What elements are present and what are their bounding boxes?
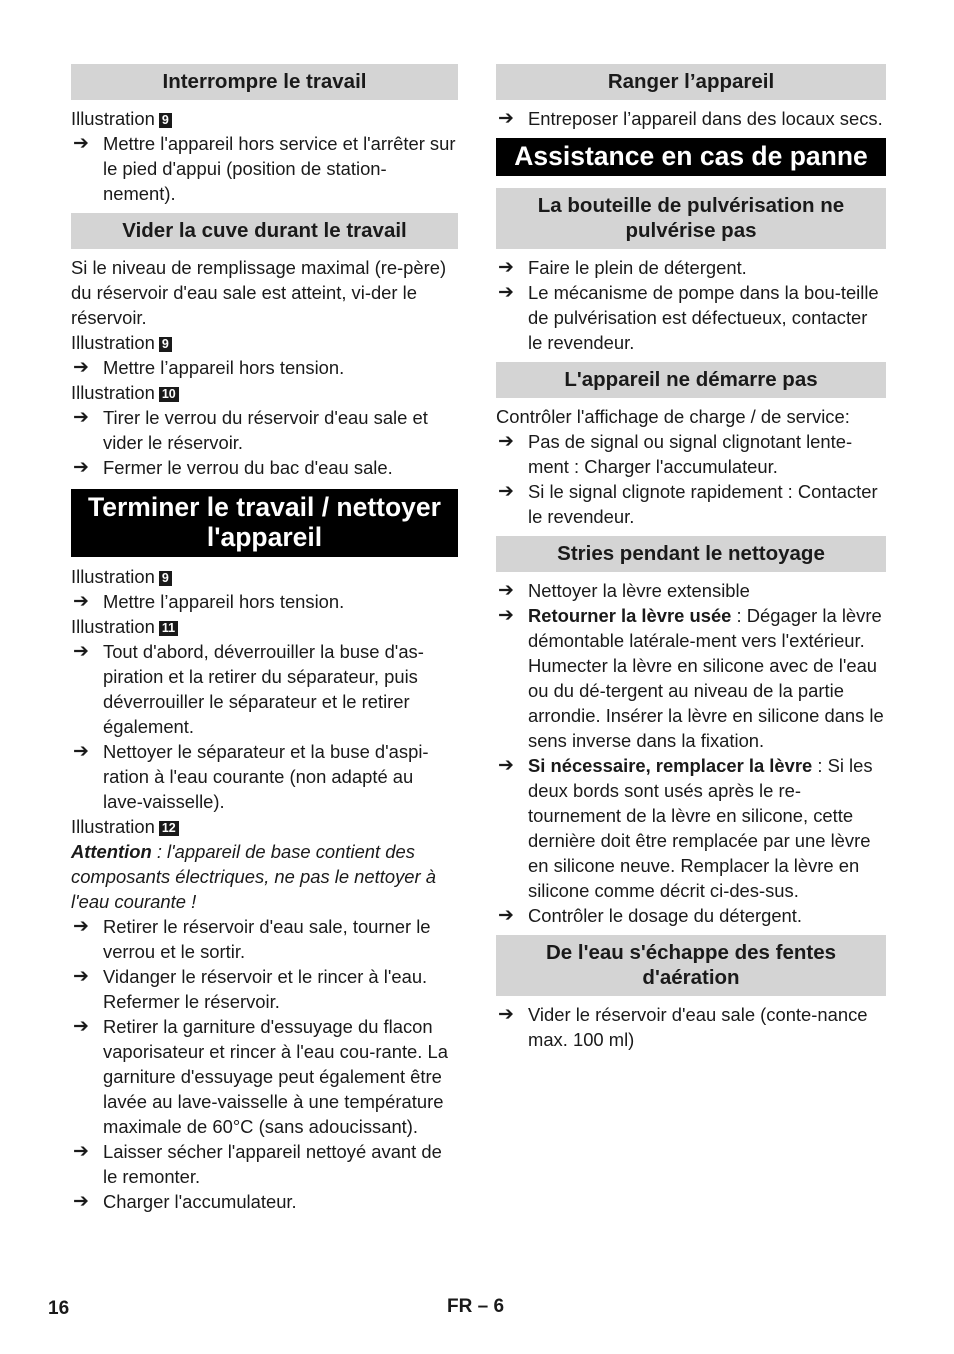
list-item: ➔ Mettre l'appareil hors service et l'arrêter sur le pied d'appui (position de station-nement). (73, 133, 456, 204)
arrow-icon: ➔ (73, 133, 89, 154)
list-item: ➔ Vidanger le réservoir et le rincer à l'eau. Refermer le réservoir. (73, 966, 428, 1012)
heading-eau: De l'eau s'échappe des fentes d'aération (496, 935, 886, 996)
figure-badge: 11 (159, 621, 178, 636)
attention-label: Attention (71, 841, 152, 862)
arrow-icon: ➔ (73, 641, 89, 662)
list-item: ➔ Nettoyer le séparateur et la buse d'aspi-ration à l'eau courante (non adapté au lave-vaisselle). (73, 741, 429, 812)
illustration-ref: Illustration 12 (71, 814, 458, 839)
list-item: ➔ Faire le plein de détergent. (498, 257, 747, 278)
list-item: ➔ Si le signal clignote rapidement : Contacter le revendeur. (498, 481, 878, 527)
list-item: ➔ Nettoyer la lèvre extensible (498, 580, 750, 601)
paragraph: Si le niveau de remplissage maximal (re-père) du réservoir d'eau sale est atteint, vi-der le réservoir. (71, 257, 447, 328)
right-column (496, 64, 886, 1052)
list-item: ➔ Retirer la garniture d'essuyage du flacon vaporisateur et rincer à l'eau cou-rante. La garniture d'essuyage peut également être lavée au lave-vaisselle à une température maximale de 60°C (sans adoucissant). (73, 1016, 448, 1137)
figure-badge: 10 (159, 387, 179, 402)
list-item: ➔ Entreposer l’appareil dans des locaux secs. (498, 108, 883, 129)
figure-badge: 9 (159, 571, 172, 586)
arrow-icon: ➔ (498, 755, 514, 776)
illustration-ref: Illustration 9 (71, 564, 458, 589)
arrow-icon: ➔ (73, 1191, 89, 1212)
illustration-ref: Illustration 9 (71, 330, 458, 355)
list-item: ➔ Pas de signal ou signal clignotant lente-ment : Charger l'accumulateur. (498, 431, 853, 477)
figure-badge: 12 (159, 821, 179, 836)
footer-language: FR – 6 (447, 1296, 505, 1317)
arrow-icon: ➔ (498, 1004, 514, 1025)
arrow-icon: ➔ (498, 580, 514, 601)
arrow-icon: ➔ (73, 1016, 89, 1037)
figure-badge: 9 (159, 113, 172, 128)
list-item: ➔ Retourner la lèvre usée : Dégager la lèvre démontable latérale-ment vers l'extérieur. Humecter la lèvre en silicone avec de l'eau ou du dé-tergent au niveau de la partie arrondie. Insérer la lèvre en silicone dans le sens inverse dans la fixation. (498, 605, 884, 751)
list-item: ➔ Fermer le verrou du bac d'eau sale. (73, 457, 393, 478)
arrow-icon: ➔ (73, 357, 89, 378)
list-item: ➔ Si nécessaire, remplacer la lèvre : Si les deux bords sont usés après le re-tournement de la lèvre en silicone, cette dernière doit être remplacée par une lèvre en silicone neuve. Remplacer la lèvre en silicone comme décrit ci-des-sus. (498, 755, 873, 901)
arrow-icon: ➔ (73, 916, 89, 937)
paragraph: Contrôler l'affichage de charge / de service: (496, 406, 850, 427)
list-item: ➔ Le mécanisme de pompe dans la bou-teille de pulvérisation est défectueux, contacter le revendeur. (498, 282, 879, 353)
arrow-icon: ➔ (73, 407, 89, 428)
arrow-icon: ➔ (498, 481, 514, 502)
list-item: ➔ Laisser sécher l'appareil nettoyé avant de le remonter. (73, 1141, 442, 1187)
arrow-icon: ➔ (73, 966, 89, 987)
list-item: ➔ Vider le réservoir d'eau sale (conte-nance max. 100 ml) (498, 1004, 868, 1050)
heading-ranger: Ranger l’appareil (496, 64, 886, 100)
arrow-icon: ➔ (498, 282, 514, 303)
heading-interrompre: Interrompre le travail (71, 64, 458, 100)
heading-bouteille: La bouteille de pulvérisation ne pulvérise pas (496, 188, 886, 249)
arrow-icon: ➔ (73, 741, 89, 762)
arrow-icon: ➔ (73, 457, 89, 478)
page-number: 16 (48, 1298, 70, 1319)
arrow-icon: ➔ (498, 431, 514, 452)
attention-note: Attention : l'appareil de base contient des composants électriques, ne pas le nettoyer à l'eau courante ! (71, 841, 436, 912)
heading-vider: Vider la cuve durant le travail (71, 213, 458, 249)
left-column (71, 64, 458, 1214)
list-item: ➔ Contrôler le dosage du détergent. (498, 905, 803, 926)
list-item: ➔ Mettre l’appareil hors tension. (73, 591, 345, 612)
illustration-ref: Illustration 9 (71, 106, 458, 131)
list-item: ➔ Charger l'accumulateur. (73, 1191, 297, 1212)
illustration-ref: Illustration 10 (71, 380, 458, 405)
arrow-icon: ➔ (498, 108, 514, 129)
arrow-icon: ➔ (498, 257, 514, 278)
arrow-icon: ➔ (73, 1141, 89, 1162)
heading-demarre: L'appareil ne démarre pas (496, 362, 886, 398)
list-item: ➔ Retirer le réservoir d'eau sale, tourner le verrou et le sortir. (73, 916, 431, 962)
list-item: ➔ Mettre l’appareil hors tension. (73, 357, 345, 378)
arrow-icon: ➔ (498, 605, 514, 626)
figure-badge: 9 (159, 337, 172, 352)
list-item: ➔ Tout d'abord, déverrouiller la buse d'as-piration et la retirer du séparateur, puis déverrouiller le séparateur et le retirer également. (73, 641, 424, 737)
heading-assistance: Assistance en cas de panne (496, 138, 886, 176)
heading-terminer: Terminer le travail / nettoyer l'appareil (71, 489, 458, 557)
heading-stries: Stries pendant le nettoyage (496, 536, 886, 572)
arrow-icon: ➔ (73, 591, 89, 612)
arrow-icon: ➔ (498, 905, 514, 926)
illustration-ref: Illustration 11 (71, 614, 458, 639)
list-item: ➔ Tirer le verrou du réservoir d'eau sale et vider le réservoir. (73, 407, 428, 453)
